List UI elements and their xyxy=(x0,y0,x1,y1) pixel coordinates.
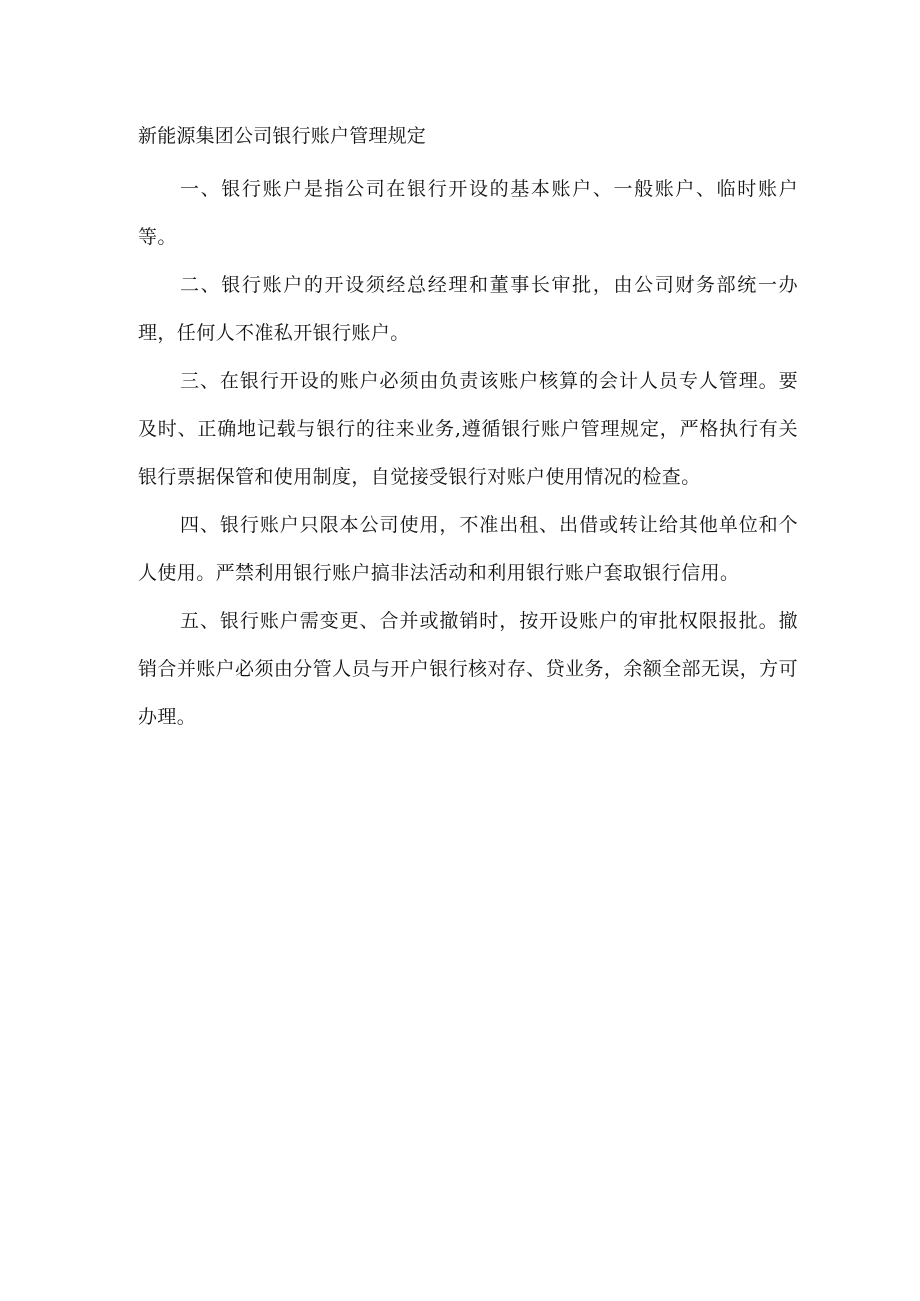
paragraph-1: 一、银行账户是指公司在银行开设的基本账户、一般账户、临时账户等。 xyxy=(138,178,798,248)
paragraph-4: 四、银行账户只限本公司使用，不准出租、出借或转让给其他单位和个人使用。严禁利用银行账户搞非法活动和利用银行账户套取银行信用。 xyxy=(138,514,798,584)
paragraph-5: 五、银行账户需变更、合并或撤销时，按开设账户的审批权限报批。撤销合并账户必须由分管人员与开户银行核对存、贷业务，余额全部无误，方可办理。 xyxy=(138,610,798,728)
paragraph-3: 三、在银行开设的账户必须由负责该账户核算的会计人员专人管理。要及时、正确地记载与银行的往来业务,遵循银行账户管理规定，严格执行有关银行票据保管和使用制度，自觉接受银行对账户使用情况的检查。 xyxy=(138,370,798,488)
document-title: 新能源集团公司银行账户管理规定 xyxy=(138,125,427,147)
paragraph-2: 二、银行账户的开设须经总经理和董事长审批，由公司财务部统一办理，任何人不准私开银行账户。 xyxy=(138,274,798,344)
